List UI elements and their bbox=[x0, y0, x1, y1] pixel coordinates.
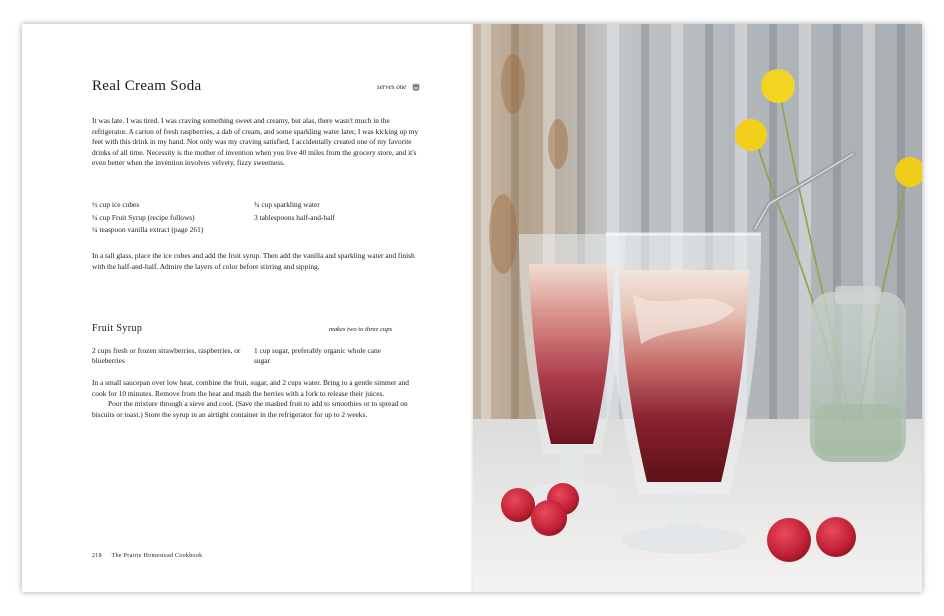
subrecipe-method-paragraph: Pour the mixture through a sieve and cool. (Save the mashed fruit to add to smoothies or to spread on biscuits or toast.) Store the syrup in an airtight container in the refrigerator for up to 2 weeks. bbox=[92, 399, 408, 419]
serves-label: serves one bbox=[377, 83, 407, 92]
subrecipe-title: Fruit Syrup bbox=[92, 323, 143, 334]
book-title: The Prairie Homestead Cookbook bbox=[111, 553, 203, 559]
subrecipe-method bbox=[92, 378, 422, 420]
yield-note: makes two to three cups bbox=[329, 326, 393, 333]
ingredient-item: ¼ teaspoon vanilla extract (page 261) bbox=[92, 225, 204, 235]
recipe-method: In a tall glass, place the ice cubes and add the fruit syrup. Then add the vanilla and sparkling water and finish with the half-and-half. Admire the layers of color before stirring and sipping. bbox=[92, 251, 415, 271]
ingredient-item: ¾ cup sparkling water bbox=[254, 200, 320, 209]
subrecipe-method-paragraph: In a small saucepan over low heat, combine the fruit, sugar, and 2 cups water. Bring to a gentle simmer and cook for 10 minutes. Remove from the heat and mash the berries with a fork to release their juices. bbox=[92, 378, 409, 398]
recipe-title: Real Cream Soda bbox=[92, 78, 202, 94]
recipe-intro: It was late. I was tired. I was craving something sweet and creamy, but alas, there wasn't much in the refrigerator. A carton of fresh raspberries, a dab of cream, and some sparkling water later, I was kicking up my feet with this drink in my hand. Not only was my craving satisfied, I accidentally created one of my favorite drinks of all time. Necessity is the mother of invention when you live 40 miles from the grocery store, and it's even better when the invention involves velvety, fizzy sweetness. bbox=[92, 116, 419, 168]
book-spread bbox=[22, 24, 922, 592]
cream-soda-photo bbox=[473, 24, 922, 592]
subrecipe-ingredient-left: 2 cups fresh or frozen strawberries, raspberries, or blueberries bbox=[92, 346, 241, 365]
page-footer bbox=[92, 553, 202, 559]
ingredient-item: ¼ cup Fruit Syrup (recipe follows) bbox=[92, 212, 195, 222]
ingredient-item: 3 tablespoons half-and-half bbox=[254, 212, 335, 222]
ingredients-left bbox=[92, 199, 203, 237]
page-number: 218 bbox=[92, 553, 102, 559]
subrecipe-ingredient-right: 1 cup sugar, preferably organic whole cane sugar bbox=[254, 346, 382, 365]
serves-note bbox=[377, 83, 421, 92]
left-page bbox=[22, 24, 473, 592]
right-page bbox=[473, 24, 922, 592]
bee-icon bbox=[411, 83, 421, 92]
ingredient-item: ½ cup ice cubes bbox=[92, 200, 140, 209]
ingredients-right bbox=[254, 199, 335, 224]
